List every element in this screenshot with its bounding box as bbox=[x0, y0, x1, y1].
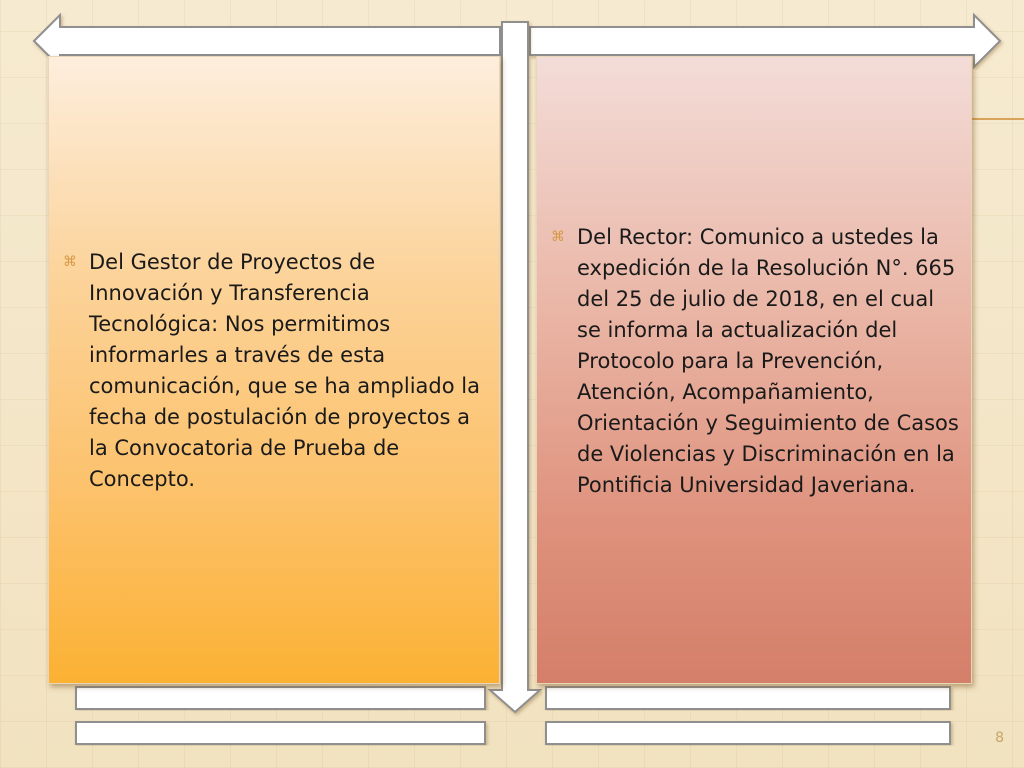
left-bullet-item bbox=[63, 247, 493, 495]
decorative-line bbox=[972, 118, 1024, 120]
bottom-bar-right-2 bbox=[546, 722, 950, 744]
right-bullet-text: Del Rector: Comunico a ustedes la expedición de la Resolución N°. 665 del 25 de julio de 2018, en el cual se informa la actualización del Protocolo para la Prevención, Atención, Acompañamiento, Orientación y Seguimiento de Casos de Violencias y Discriminación en la Pontificia Universidad Javeriana. bbox=[577, 225, 959, 497]
left-content-panel bbox=[48, 56, 500, 684]
bottom-bar-left-2 bbox=[76, 722, 485, 744]
bottom-bar-right-1 bbox=[546, 687, 950, 709]
bottom-bar-left-1 bbox=[76, 687, 485, 709]
left-bullet-text: Del Gestor de Proyectos de Innovación y Transferencia Tecnológica: Nos permitimos informarles a través de esta comunicación, que se ha ampliado la fecha de postulación de proyectos a la Convocatoria de Prueba de Concepto. bbox=[89, 250, 480, 491]
page-number: 8 bbox=[995, 730, 1004, 746]
right-content-panel bbox=[536, 56, 972, 684]
x-bullet-icon: ⌘ bbox=[551, 229, 565, 245]
right-bullet-item bbox=[551, 222, 961, 501]
x-bullet-icon: ⌘ bbox=[63, 254, 77, 270]
